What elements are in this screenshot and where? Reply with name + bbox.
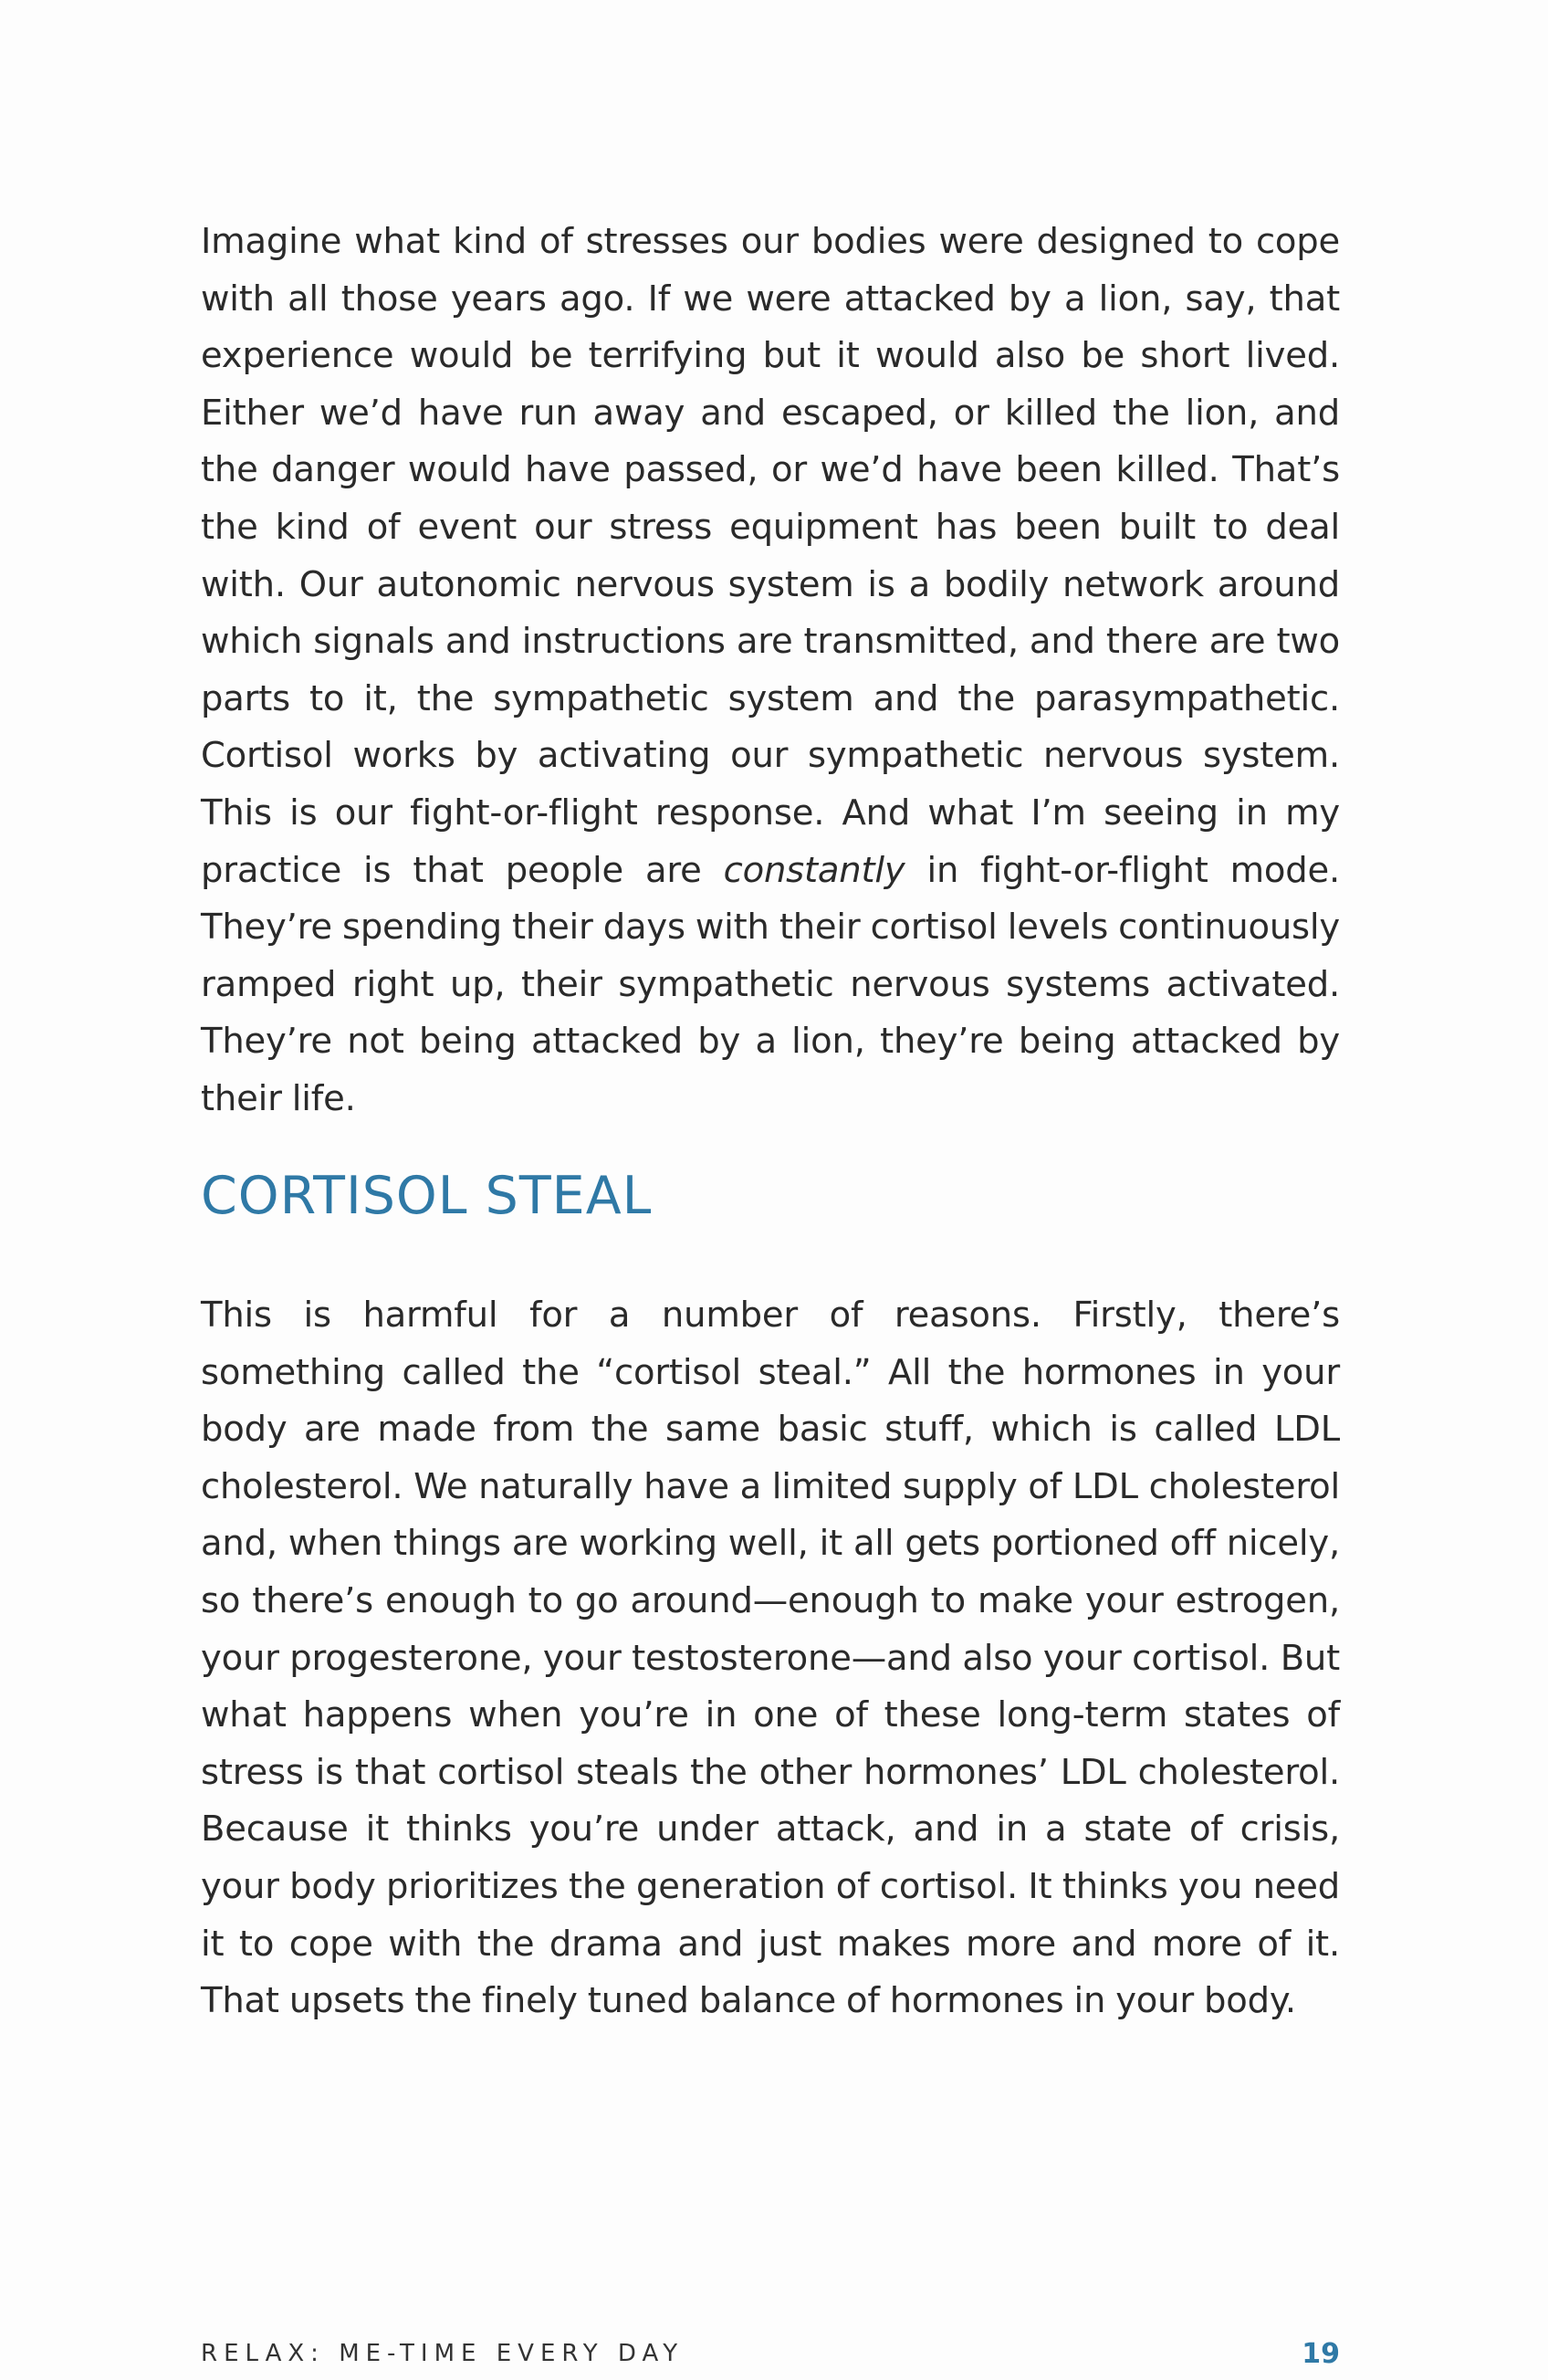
paragraph-1-text-a: Imagine what kind of stresses our bodies were designed to cope with all those years ago. If we were attacked by a lion, say, that experience would be terrifying but it would also be short lived. Either we’d have run away and escaped, or killed the lion, and the danger would have passed, or we’d have been killed. That’s the kind of event our stress equipment has been built to deal with. Our autonomic nervous system is a bodily network around which signals and instructions are transmitted, and there are two parts to it, the sympathetic system and the parasympathetic. Cortisol works by activating our sympathetic nervous system. This is our fight-or-flight response. And what I’m seeing in my practice is that people are — [201, 221, 1340, 891]
page-footer — [201, 2335, 1340, 2372]
paragraph-1-text-b: in fight-or-flight mode. They’re spending their days with their cortisol levels continuously ramped right up, their sympathetic nervous systems activated. They’re not being attacked by a lion, they’re being attacked by their life. — [201, 849, 1340, 1119]
body-paragraph-2: This is harmful for a number of reasons. Firstly, there’s something called the “cortisol steal.” All the hormones in your body are made from the same basic stuff, which is called LDL cholesterol. We naturally have a limited supply of LDL cholesterol and, when things are working well, it all gets portioned off nicely, so there’s enough to go around—enough to make your estrogen, your progesterone, your testosterone—and also your cortisol. But what happens when you’re in one of these long-term states of stress is that cortisol steals the other hormones’ LDL cholesterol. Because it thinks you’re under attack, and in a state of crisis, your body prioritizes the generation of cortisol. It thinks you need it to cope with the drama and just makes more and more of it. That upsets the finely tuned balance of hormones in your body. — [201, 1295, 1340, 2022]
emphasis-constantly: constantly — [723, 849, 905, 891]
page-number: 19 — [1302, 2337, 1340, 2370]
section-heading: CORTISOL STEAL — [201, 1166, 653, 1226]
body-paragraph-1 — [201, 214, 1340, 1128]
running-footer-title: RELAX: ME-TIME EVERY DAY — [201, 2340, 685, 2367]
